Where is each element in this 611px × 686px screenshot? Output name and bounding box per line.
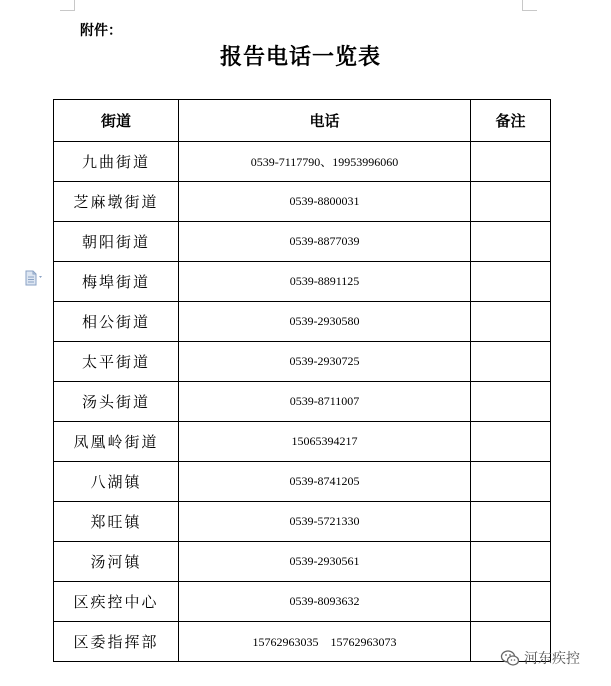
header-phone: 电话: [179, 100, 471, 142]
watermark: [500, 648, 580, 668]
street-cell: 郑旺镇: [54, 502, 179, 542]
table-row: [54, 302, 551, 342]
page-corner-mark-left: [60, 0, 75, 11]
note-cell: [471, 342, 551, 382]
document-icon[interactable]: [24, 270, 46, 286]
street-cell: 凤凰岭街道: [54, 422, 179, 462]
table-row: [54, 622, 551, 662]
street-cell: 芝麻墩街道: [54, 182, 179, 222]
table-row: [54, 582, 551, 622]
phone-cell: 15762963035 15762963073: [179, 622, 471, 662]
note-cell: [471, 502, 551, 542]
note-cell: [471, 422, 551, 462]
phone-cell: 0539-7117790、19953996060: [179, 142, 471, 182]
table-row: [54, 182, 551, 222]
street-cell: 相公街道: [54, 302, 179, 342]
table-row: [54, 502, 551, 542]
header-street: 街道: [54, 100, 179, 142]
note-cell: [471, 262, 551, 302]
note-cell: [471, 582, 551, 622]
phone-cell: 0539-2930725: [179, 342, 471, 382]
wechat-icon: [500, 649, 520, 667]
note-cell: [471, 142, 551, 182]
attachment-label: 附件：: [80, 23, 122, 39]
watermark-text: 河东疾控: [524, 651, 580, 667]
page-title: 报告电话一览表: [219, 44, 381, 70]
table-row: [54, 342, 551, 382]
phone-cell: 0539-8741205: [179, 462, 471, 502]
page-corner-mark-right: [522, 0, 537, 11]
table-row: [54, 462, 551, 502]
phone-cell: 0539-8877039: [179, 222, 471, 262]
street-cell: 汤头街道: [54, 382, 179, 422]
phone-table: [53, 99, 551, 662]
street-cell: 八湖镇: [54, 462, 179, 502]
street-cell: 朝阳街道: [54, 222, 179, 262]
table-row: [54, 382, 551, 422]
table-row: [54, 222, 551, 262]
table-row: [54, 262, 551, 302]
note-cell: [471, 382, 551, 422]
street-cell: 梅埠街道: [54, 262, 179, 302]
note-cell: [471, 182, 551, 222]
phone-cell: 15065394217: [179, 422, 471, 462]
phone-cell: 0539-2930580: [179, 302, 471, 342]
street-cell: 九曲街道: [54, 142, 179, 182]
table-row: [54, 422, 551, 462]
table-header-row: [54, 100, 551, 142]
header-note: 备注: [471, 100, 551, 142]
note-cell: [471, 302, 551, 342]
phone-cell: 0539-8711007: [179, 382, 471, 422]
note-cell: [471, 462, 551, 502]
street-cell: 太平街道: [54, 342, 179, 382]
phone-cell: 0539-5721330: [179, 502, 471, 542]
note-cell: [471, 542, 551, 582]
phone-cell: 0539-8800031: [179, 182, 471, 222]
street-cell: 区疾控中心: [54, 582, 179, 622]
phone-cell: 0539-2930561: [179, 542, 471, 582]
phone-cell: 0539-8093632: [179, 582, 471, 622]
table-row: [54, 142, 551, 182]
table-row: [54, 542, 551, 582]
street-cell: 区委指挥部: [54, 622, 179, 662]
street-cell: 汤河镇: [54, 542, 179, 582]
phone-cell: 0539-8891125: [179, 262, 471, 302]
note-cell: [471, 222, 551, 262]
